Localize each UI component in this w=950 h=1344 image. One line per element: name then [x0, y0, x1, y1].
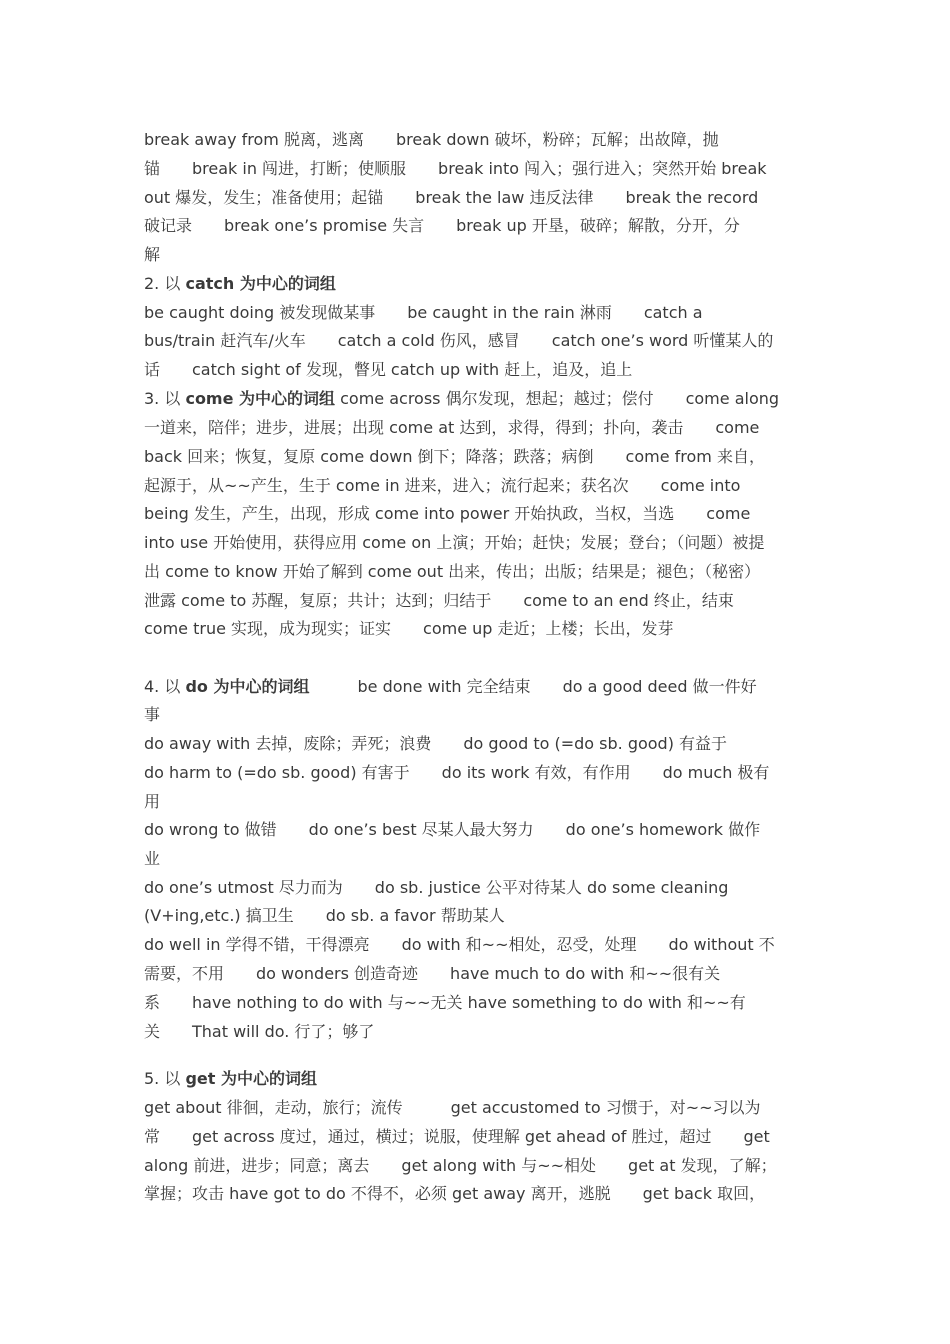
- text-line: do away with 去掉，废除；弄死；浪费 do good to (=do sb. good) 有益于: [144, 734, 728, 753]
- text-line: do harm to (=do sb. good) 有害于 do its work 有效，有作用 do much 极有: [144, 763, 770, 782]
- section-heading-come: 3. 以 come 为中心的词组 come across 偶尔发现，想起；越过；偿付 come along: [144, 389, 780, 408]
- text-line: along 前进，进步；同意；离去 get along with 与~~相处 get at 发现，了解；: [144, 1156, 777, 1175]
- text-line: 泄露 come to 苏醒，复原；共计；达到；归结于 come to an end 终止，结束: [144, 591, 734, 610]
- text-line: get about 徘徊，走动，旅行；流传 get accustomed to 习惯于，对~~习以为: [144, 1098, 761, 1117]
- text-line: 业: [144, 849, 161, 868]
- text-line: do one’s utmost 尽力而为 do sb. justice 公平对待某人 do some cleaning: [144, 878, 729, 897]
- text-line: 锚 break in 闯进，打断；使顺服 break into 闯入；强行进入；突然开始 break: [144, 159, 767, 178]
- text-line: be caught doing 被发现做某事 be caught in the rain 淋雨 catch a: [144, 303, 703, 322]
- text-line: break away from 脱离，逃离 break down 破坏，粉碎；瓦解；出故障，抛: [144, 130, 719, 149]
- text-line: being 发生，产生，出现，形成 come into power 开始执政，当权，当选 come: [144, 504, 751, 523]
- text-line: 破记录 break one’s promise 失言 break up 开垦，破碎；解散，分开，分: [144, 216, 740, 235]
- text-line: do wrong to 做错 do one’s best 尽某人最大努力 do one’s homework 做作: [144, 820, 761, 839]
- text-line: into use 开始使用，获得应用 come on 上演；开始；赶快；发展；登台；（问题）被提: [144, 533, 765, 552]
- text-line: 用: [144, 792, 161, 811]
- text-line: come true 实现，成为现实；证实 come up 走近；上楼；长出，发芽: [144, 619, 674, 638]
- text-line: 出 come to know 开始了解到 come out 出来，传出；出版；结果是；褪色；（秘密）: [144, 562, 761, 581]
- text-line: 掌握；攻击 have got to do 不得不，必须 get away 离开，逃脱 get back 取回，: [144, 1184, 766, 1203]
- section-heading-catch: 2. 以 catch 为中心的词组: [144, 274, 336, 293]
- text-line: 需要，不用 do wonders 创造奇迹 have much to do with 和~~很有关: [144, 964, 721, 983]
- section-heading-do: 4. 以 do 为中心的词组 be done with 完全结束 do a good deed 做一件好: [144, 677, 757, 696]
- text-line: bus/train 赶汽车/火车 catch a cold 伤风，感冒 catch one’s word 听懂某人的: [144, 331, 774, 350]
- text-line: do well in 学得不错，干得漂亮 do with 和~~相处，忍受，处理 do without 不: [144, 935, 775, 954]
- text-line: 话 catch sight of 发现，瞥见 catch up with 赶上，追及，追上: [144, 360, 633, 379]
- text-line: 起源于，从~~产生，生于 come in 进来，进入；流行起来；获名次 come into: [144, 476, 741, 495]
- text-line: 解: [144, 245, 161, 264]
- text-line: back 回来；恢复，复原 come down 倒下；降落；跌落；病倒 come from 来自，: [144, 447, 765, 466]
- section-heading-get: 5. 以 get 为中心的词组: [144, 1069, 317, 1088]
- text-line: 系 have nothing to do with 与~~无关 have something to do with 和~~有: [144, 993, 746, 1012]
- text-line: 关 That will do. 行了；够了: [144, 1022, 375, 1041]
- text-line: 常 get across 度过，通过，横过；说服，使理解 get ahead of 胜过，超过 get: [144, 1127, 770, 1146]
- text-line: 事: [144, 705, 161, 724]
- text-line: (V+ing,etc.) 搞卫生 do sb. a favor 帮助某人: [144, 906, 505, 925]
- text-line: 一道来，陪伴；进步，进展；出现 come at 达到，求得，得到；扑向，袭击 come: [144, 418, 760, 437]
- text-line: out 爆发，发生；准备使用；起锚 break the law 违反法律 break the record: [144, 188, 759, 207]
